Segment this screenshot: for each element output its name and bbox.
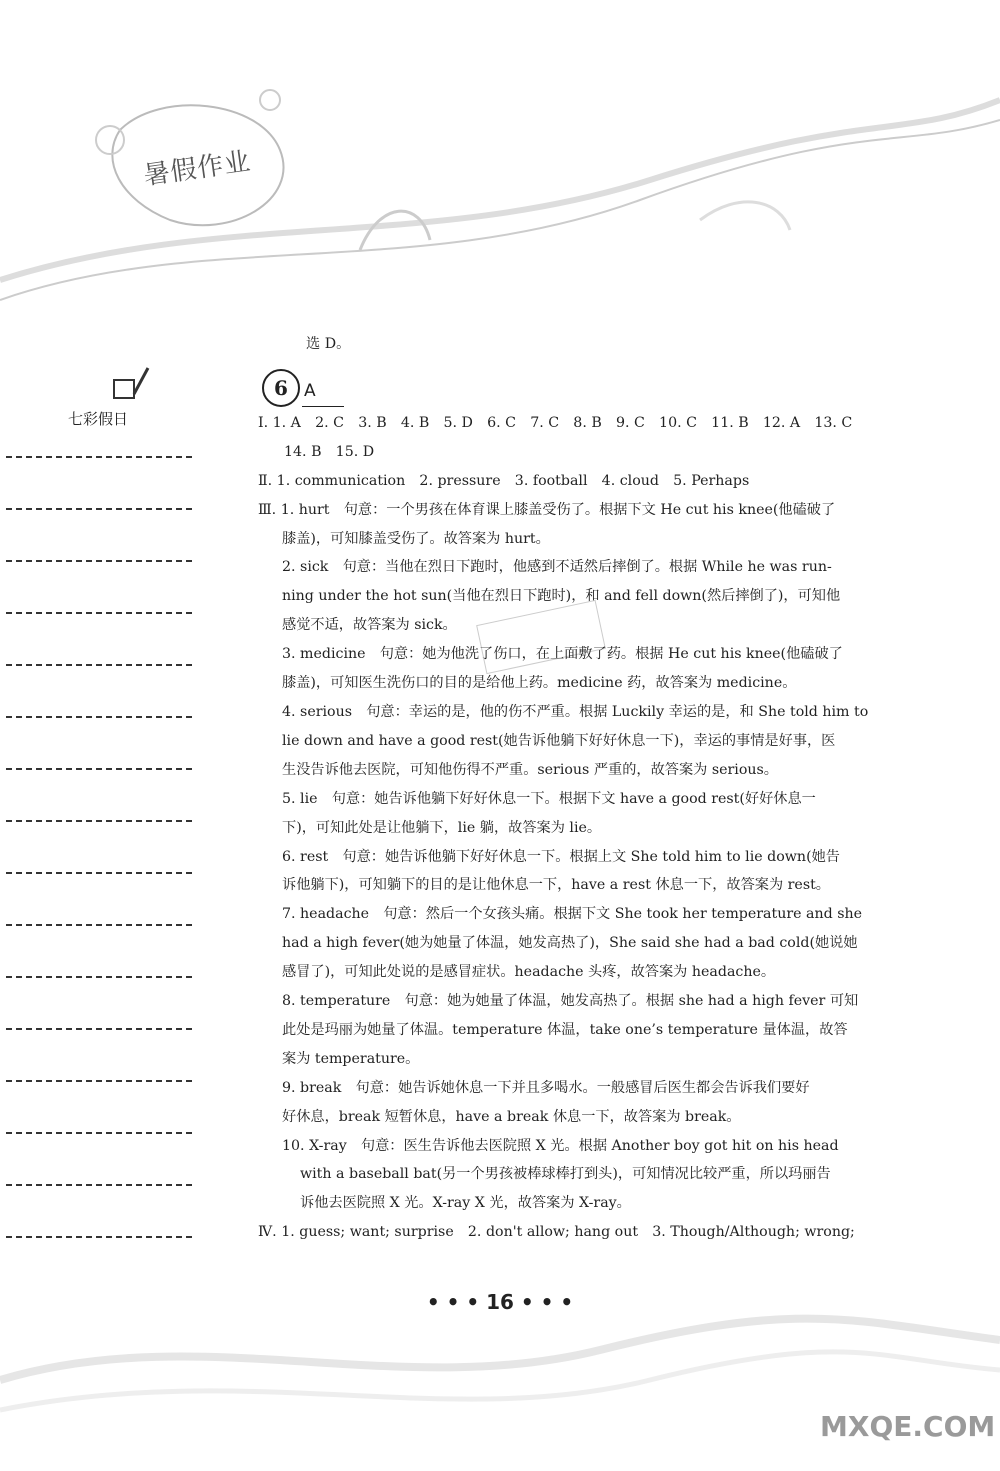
answer-line: 2. sick 句意：当他在烈日下跑时，他感到不适然后摔倒了。根据 While he was run- [282,559,832,576]
note-line [6,1080,192,1082]
note-line [6,976,192,978]
section-letter: A [302,377,344,407]
header-title: 暑假作业 [141,146,253,192]
answer-line: 诉他去医院照 X 光。X-ray X 光，故答案为 X-ray。 [300,1195,631,1212]
answer-line: 7. headache 句意：然后一个女孩头痛。根据下文 She took her temperature and she [282,906,863,923]
note-line [6,1184,192,1186]
answer-line: 5. lie 句意：她告诉他躺下好好休息一下。根据下文 have a good rest(好好休息一 [282,790,816,807]
answer-line: 10. X-ray 句意：医生告诉他去医院照 X 光。根据 Another boy got hit on his head [282,1137,839,1154]
note-line [6,820,192,822]
note-line [6,716,192,718]
answer-content [258,330,898,1247]
answer-line: 膝盖)，可知医生洗伤口的目的是给他上药。medicine 药，故答案为 medicine。 [282,675,797,692]
answer-line: had a high fever(她为她量了体温，她发高热了)，She said she had a bad cold(她说她 [282,935,858,952]
answer-line: Ⅲ. 1. hurt 句意：一个男孩在体育课上膝盖受伤了。根据下文 He cut his knee(他磕破了 [258,501,836,518]
note-line [6,1132,192,1134]
note-line [6,924,192,926]
sidebar-label: 七彩假日 [68,410,129,428]
note-line [6,1028,192,1030]
answer-line: Ⅰ. 1. A 2. C 3. B 4. B 5. D 6. C 7. C 8. B 9. C 10. C 11. B 12. A 13. C [258,414,853,431]
answer-line: 14. B 15. D [284,443,375,460]
answer-line: 9. break 句意：她告诉她休息一下并且多喝水。一般感冒后医生都会告诉我们要好 [282,1079,810,1096]
answer-line: 感冒了)，可知此处说的是感冒症状。headache 头疼，故答案为 headache。 [282,964,776,981]
answer-line: 下)，可知此处是让他躺下，lie 躺，故答案为 lie。 [282,819,602,836]
answer-line: 诉他躺下)，可知躺下的目的是让他休息一下，have a rest 休息一下，故答案为 rest。 [282,877,830,894]
answer-line: 感觉不适，故答案为 sick。 [282,617,457,634]
note-line [6,612,192,614]
note-line [6,456,192,458]
answer-line: 生没告诉他去医院，可知他伤得不严重。serious 严重的，故答案为 serious。 [282,761,778,778]
answer-line: 好休息，break 短暂休息，have a break 休息一下，故答案为 break。 [282,1108,741,1125]
answer-line: 此处是玛丽为她量了体温。temperature 体温，take one’s temperature 量体温，故答 [282,1021,848,1038]
note-line [6,1236,192,1238]
answer-line: 3. medicine 句意：她为他洗了伤口，在上面敷了药。根据 He cut his knee(他磕破了 [282,646,843,663]
answer-line: lie down and have a good rest(她告诉他躺下好好休息一下)，幸运的事情是好事，医 [282,732,836,749]
answer-line: Ⅳ. 1. guess; want; surprise 2. don't allow; hang out 3. Though/Although; wrong; [258,1224,855,1241]
answer-line: 6. rest 句意：她告诉他躺下好好休息一下。根据上文 She told him to lie down(她告 [282,848,840,865]
answer-line: Ⅱ. 1. communication 2. pressure 3. football 4. cloud 5. Perhaps [258,472,750,489]
answer-lines [258,409,898,1247]
watermark: MXQE.COM [820,1410,996,1443]
note-line [6,872,192,874]
answer-line: 4. serious 句意：幸运的是，他的伤不严重。根据 Luckily 幸运的是，和 She told him to [282,703,869,720]
section-number: 6 [262,369,300,407]
note-line [6,664,192,666]
answer-line: 案为 temperature。 [282,1050,420,1067]
pen-notebook-icon [110,364,152,404]
section-badge [258,365,898,409]
top-note: 选 D。 [306,336,351,352]
answer-line: 膝盖)，可知膝盖受伤了。故答案为 hurt。 [282,530,550,547]
note-line [6,508,192,510]
note-line [6,560,192,562]
answer-line: ning under the hot sun(当他在烈日下跑时)，和 and fell down(然后摔倒了)，可知他 [282,588,841,605]
answer-line: with a baseball bat(另一个男孩被棒球棒打到头)，可知情况比较严重，所以玛丽告 [300,1166,831,1183]
answer-line: 8. temperature 句意：她为她量了体温，她发高热了。根据 she had a high fever 可知 [282,993,859,1010]
page-number: • • • 16 • • • [426,1290,574,1314]
note-line [6,768,192,770]
